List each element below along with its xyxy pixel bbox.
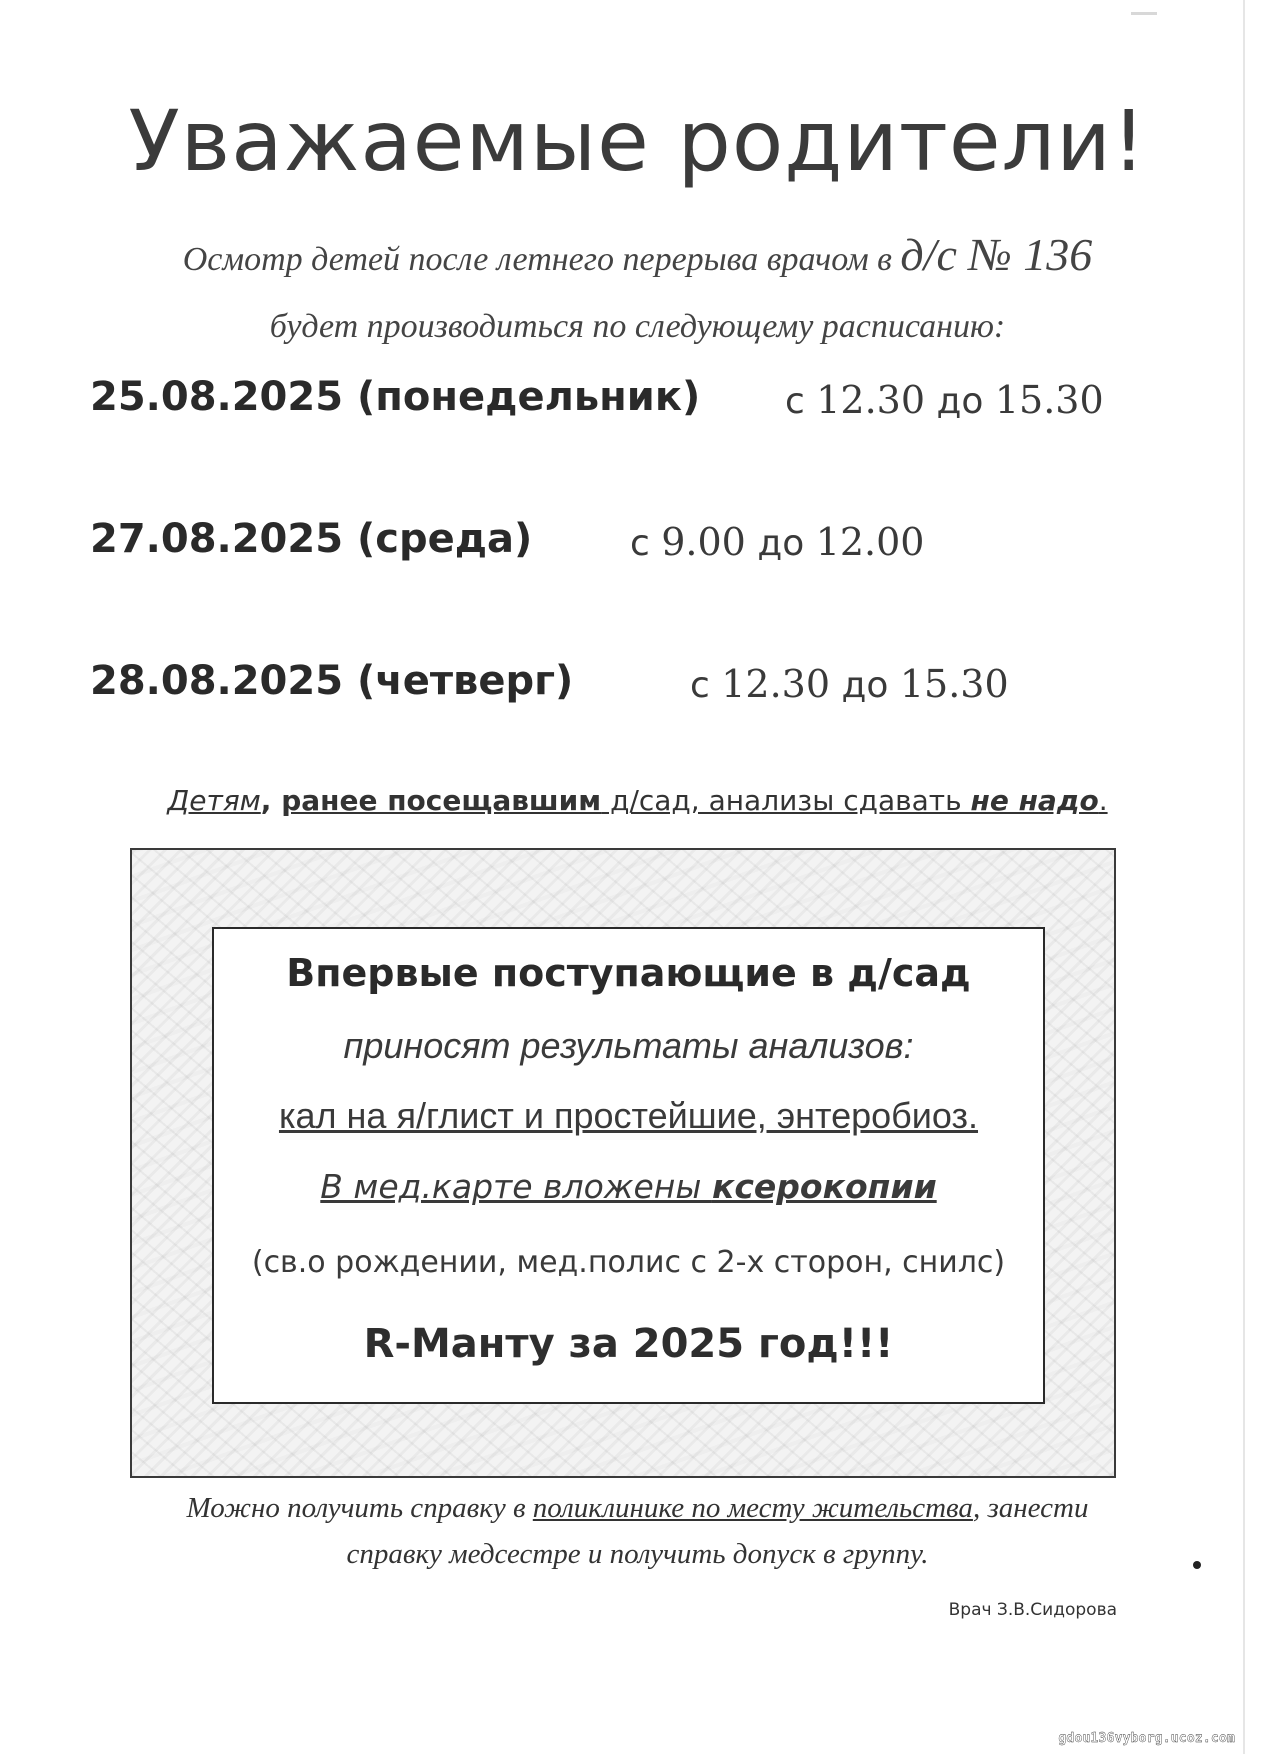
returning-children-notice bbox=[0, 784, 1275, 817]
schedule-row bbox=[90, 516, 925, 576]
kindergarten-number: д/с № 136 bbox=[900, 229, 1093, 280]
box-line-copies bbox=[214, 1167, 1043, 1206]
time-from-word: с bbox=[785, 381, 805, 422]
notice-children: Детям bbox=[167, 784, 261, 817]
notice-period: . bbox=[1098, 784, 1108, 817]
scan-mark bbox=[1131, 12, 1157, 15]
tests-text: кал на я/глист и простейшие, энтеробиоз. bbox=[278, 1095, 979, 1136]
time-to: 12.00 bbox=[815, 520, 925, 564]
notice-comma: , bbox=[260, 784, 282, 817]
schedule-row bbox=[90, 374, 1104, 434]
time-from-word: с bbox=[630, 523, 650, 564]
box-line-mantoux: R-Манту за 2025 год!!! bbox=[363, 1321, 894, 1367]
box-line-results: приносят результаты анализов: bbox=[343, 1025, 914, 1066]
schedule-date: 28.08.2025 (четверг) bbox=[90, 658, 574, 704]
copies-bold: ксерокопии bbox=[711, 1167, 937, 1206]
time-from: 12.30 bbox=[816, 378, 926, 422]
notice-previously-attended: ранее посещавшим bbox=[281, 784, 602, 817]
intro-line-1 bbox=[0, 228, 1275, 281]
box-line-tests bbox=[214, 1095, 1043, 1137]
time-to: 15.30 bbox=[899, 662, 1009, 706]
time-from: 12.30 bbox=[721, 662, 831, 706]
time-to-word: до bbox=[757, 523, 805, 564]
schedule-time bbox=[785, 378, 1104, 422]
footer-line-1 bbox=[0, 1492, 1275, 1525]
schedule-time bbox=[690, 662, 1009, 706]
schedule-date: 25.08.2025 (понедельник) bbox=[90, 374, 701, 420]
footer-text-a: Можно получить справку в bbox=[186, 1492, 533, 1524]
box-heading: Впервые поступающие в д/сад bbox=[286, 951, 971, 995]
doctor-signature: Врач З.В.Сидорова bbox=[948, 1600, 1117, 1620]
schedule-row bbox=[90, 658, 1009, 718]
scan-dot bbox=[1193, 1561, 1201, 1569]
notice-middle: д/сад, анализы сдавать bbox=[601, 784, 971, 817]
time-to-word: до bbox=[936, 381, 984, 422]
schedule-date: 27.08.2025 (среда) bbox=[90, 516, 533, 562]
site-watermark: gdou136vyborg.ucoz.com bbox=[1058, 1731, 1235, 1746]
time-to: 15.30 bbox=[994, 378, 1104, 422]
time-from-word: с bbox=[690, 665, 710, 706]
copies-text: В мед.карте вложены bbox=[320, 1167, 712, 1206]
new-admissions-box bbox=[212, 927, 1045, 1404]
time-from: 9.00 bbox=[661, 520, 746, 564]
footer-clinic: поликлинике по месту жительства bbox=[532, 1492, 973, 1524]
time-to-word: до bbox=[841, 665, 889, 706]
notice-not-needed: не надо bbox=[970, 784, 1099, 817]
intro-line-2: будет производиться по следующему расписанию: bbox=[269, 308, 1006, 345]
footer-text-c: , занести bbox=[972, 1492, 1089, 1524]
footer-line-2: справку медсестре и получить допуск в группу. bbox=[346, 1538, 929, 1570]
page-title: Уважаемые родители! bbox=[128, 92, 1147, 190]
box-line-documents: (св.о рождении, мед.полис с 2-х сторон, снилс) bbox=[251, 1245, 1006, 1280]
textured-frame bbox=[130, 848, 1116, 1478]
schedule-time bbox=[630, 520, 924, 564]
intro-text: Осмотр детей после летнего перерыва врачом в bbox=[182, 241, 892, 278]
